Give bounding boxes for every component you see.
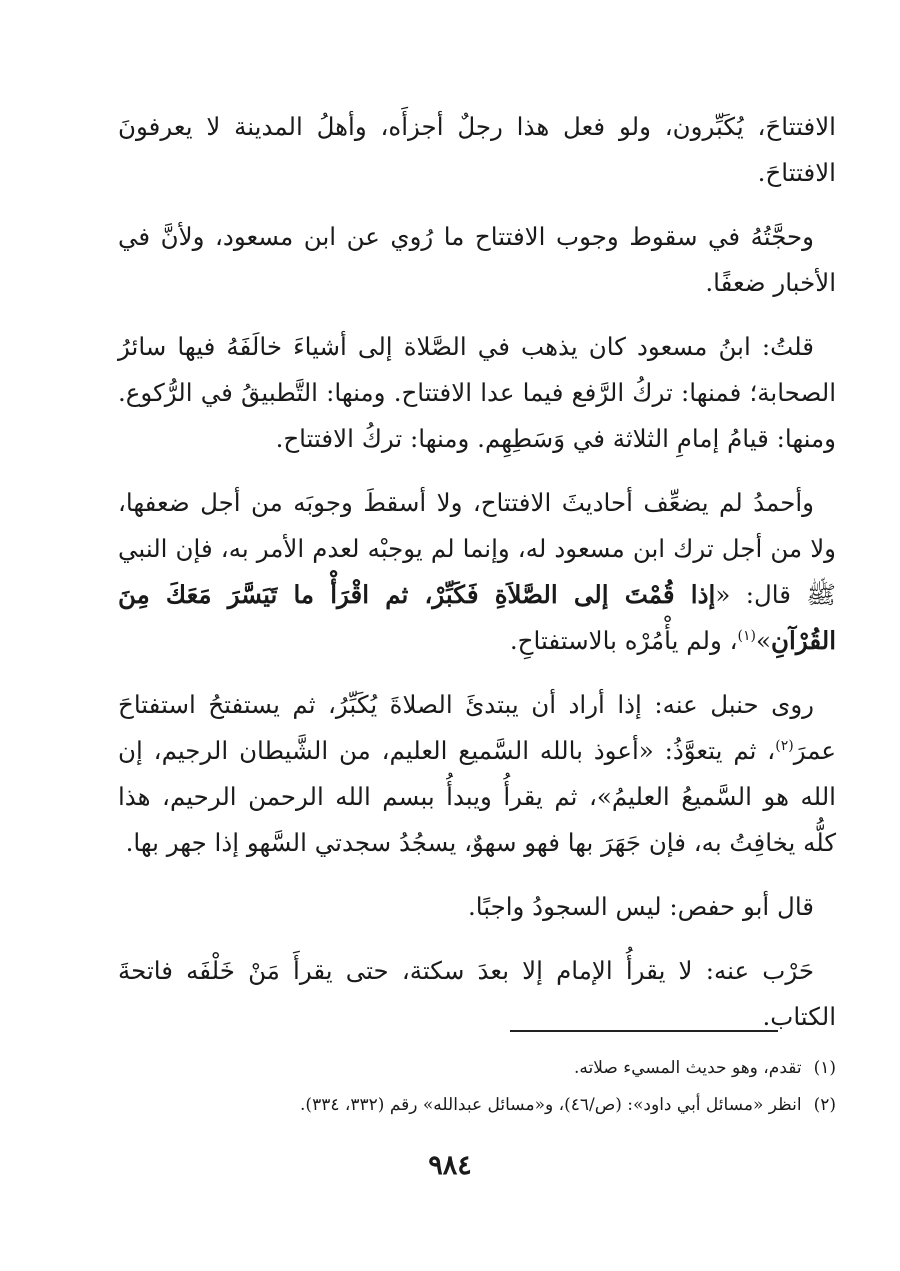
paragraph-5 (118, 682, 836, 866)
footnote-ref-1: (١) (737, 627, 757, 644)
footnote-divider (510, 1030, 778, 1032)
paragraph-4-text-b: » (756, 626, 772, 655)
footnote-text: انظر «مسائل أبي داود»: (ص/٤٦)، و«مسائل عبدالله» رقم (٣٣٢، ٣٣٤). (300, 1095, 802, 1115)
footnote-2 (118, 1087, 836, 1124)
paragraph-5-text-b: ، ثم يتعوَّذُ: «أعوذ بالله السَّميع العليم، من الشَّيطان الرجيم، إن الله هو السَّميعُ العليمُ»، ثم يقرأُ ويبدأُ ببسم الله الرحمن الرحيم، هذا كلُّه يخافِتُ به، فإن جَهَرَ بها فهو سهوٌ، يسجُدُ سجدتي السَّهو إذا جهر بها. (118, 736, 836, 857)
page-number: ٩٨٤ (428, 1150, 472, 1181)
footnote-text: تقدم، وهو حديث المسيء صلاته. (573, 1058, 802, 1078)
paragraph-1: الافتتاحَ، يُكَبِّرون، ولو فعل هذا رجلٌ أجزأَه، وأهلُ المدينة لا يعرفونَ الافتتاحَ. (118, 112, 836, 187)
paragraph-4 (118, 480, 836, 664)
hadith-quote: إذا قُمْتَ إلى الصَّلاَةِ فَكَبِّرْ، ثم اقْرَأْ ما تَيَسَّرَ مَعَكَ مِنَ القُرْآنِ (118, 580, 836, 655)
main-text (118, 104, 836, 1058)
paragraph-4-text-a: وأحمدُ لم يضعِّف أحاديثَ الافتتاح، ولا أسقطَ وجوبَه من أجل ضعفها، ولا من أجل ترك ابن مسعود له، وإنما لم يوجبْه لعدم الأمر به، فإن النبي ﷺ قال: « (118, 488, 836, 609)
paragraph-5-text-a: روى حنبل عنه: إذا أراد أن يبتدئَ الصلاةَ يُكَبِّرُ، ثم يستفتحُ استفتاحَ عمرَ (118, 690, 836, 765)
footnote-number: (١) (813, 1058, 836, 1078)
paragraph-4-text-c: ، ولم يأْمُرْه بالاستفتاحِ. (509, 626, 738, 655)
paragraph-3: قلتُ: ابنُ مسعود كان يذهب في الصَّلاة إلى أشياءَ خالَفَهُ فيها سائرُ الصحابة؛ فمنها: تركُ الرَّفع فيما عدا الافتتاح. ومنها: التَّطبيقُ في الرُّكوع. ومنها: قيامُ إمامِ الثلاثة في وَسَطِهِم. ومنها: تركُ الافتتاح. (118, 332, 836, 453)
paragraph-2: وحجَّتُهُ في سقوط وجوب الافتتاح ما رُوي عن ابن مسعود، ولأنَّ في الأخبار ضعفًا. (118, 222, 836, 297)
paragraph-7: حَرْب عنه: لا يقرأُ الإمام إلا بعدَ سكتة، حتى يقرأَ مَنْ خَلْفَه فاتحةَ الكتاب. (118, 956, 836, 1031)
footnote-1 (118, 1050, 836, 1087)
paragraph-6: قال أبو حفص: ليس السجودُ واجبًا. (467, 892, 814, 921)
footnotes (118, 1050, 836, 1124)
footnote-ref-2: (٢) (775, 737, 794, 754)
footnote-number: (٢) (813, 1095, 836, 1115)
